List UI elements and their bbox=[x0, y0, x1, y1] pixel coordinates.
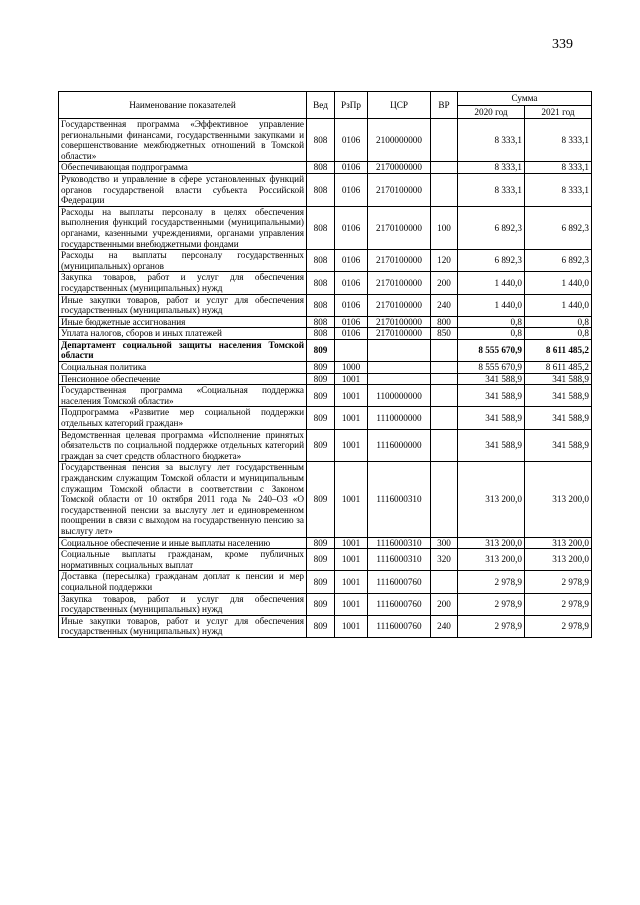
row-sum-2020: 6 892,3 bbox=[458, 206, 525, 249]
row-sum-2020: 313 200,0 bbox=[458, 462, 525, 537]
row-vr bbox=[431, 385, 458, 407]
table-row bbox=[59, 206, 592, 249]
row-sum-2021: 313 200,0 bbox=[525, 537, 592, 549]
row-sum-2020: 2 978,9 bbox=[458, 615, 525, 637]
row-rzpr: 0106 bbox=[335, 173, 368, 206]
row-vr bbox=[431, 373, 458, 385]
table-row bbox=[59, 593, 592, 615]
row-ved: 808 bbox=[307, 250, 335, 272]
row-sum-2020: 8 555 670,9 bbox=[458, 362, 525, 374]
row-name: Социальное обеспечение и иные выплаты населению bbox=[59, 537, 307, 549]
row-vr bbox=[431, 173, 458, 206]
row-rzpr: 0106 bbox=[335, 328, 368, 340]
row-sum-2021: 8 333,1 bbox=[525, 173, 592, 206]
row-sum-2021: 313 200,0 bbox=[525, 549, 592, 571]
row-sum-2021: 8 333,1 bbox=[525, 162, 592, 174]
row-name: Уплата налогов, сборов и иных платежей bbox=[59, 328, 307, 340]
row-csr: 2170100000 bbox=[368, 316, 431, 328]
table-row bbox=[59, 615, 592, 637]
row-csr: 1116000760 bbox=[368, 593, 431, 615]
row-rzpr: 1001 bbox=[335, 407, 368, 429]
table-row bbox=[59, 549, 592, 571]
row-sum-2021: 341 588,9 bbox=[525, 407, 592, 429]
budget-table bbox=[58, 91, 592, 638]
row-csr: 2100000000 bbox=[368, 119, 431, 162]
row-name: Доставка (пересылка) гражданам доплат к пенсии и мер социальной поддержки bbox=[59, 571, 307, 593]
page-number: 339 bbox=[552, 37, 573, 52]
row-sum-2020: 8 555 670,9 bbox=[458, 339, 525, 361]
row-csr: 1116000310 bbox=[368, 549, 431, 571]
row-sum-2021: 8 333,1 bbox=[525, 119, 592, 162]
row-vr: 240 bbox=[431, 615, 458, 637]
row-name: Обеспечивающая подпрограмма bbox=[59, 162, 307, 174]
row-ved: 809 bbox=[307, 537, 335, 549]
row-sum-2020: 6 892,3 bbox=[458, 250, 525, 272]
row-rzpr: 0106 bbox=[335, 119, 368, 162]
row-sum-2020: 341 588,9 bbox=[458, 373, 525, 385]
row-ved: 808 bbox=[307, 173, 335, 206]
row-sum-2020: 1 440,0 bbox=[458, 294, 525, 316]
row-csr: 1116000760 bbox=[368, 571, 431, 593]
table-row bbox=[59, 339, 592, 361]
row-csr: 2170100000 bbox=[368, 272, 431, 294]
row-vr bbox=[431, 119, 458, 162]
row-name: Государственная пенсия за выслугу лет государственным гражданским служащим Томской области и муниципальным служащим Томской области в соответствии с Законом Томской области от 10 октября 2011 года № 240–ОЗ «О государственной пенсии за выслугу лет и единовременном поощрении в связи с выходом на государственную пенсию за выслугу лет» bbox=[59, 462, 307, 537]
row-csr: 1100000000 bbox=[368, 385, 431, 407]
row-vr bbox=[431, 362, 458, 374]
table-row bbox=[59, 571, 592, 593]
row-sum-2021: 6 892,3 bbox=[525, 206, 592, 249]
row-name: Подпрограмма «Развитие мер социальной поддержки отдельных категорий граждан» bbox=[59, 407, 307, 429]
row-sum-2020: 8 333,1 bbox=[458, 162, 525, 174]
row-vr: 800 bbox=[431, 316, 458, 328]
row-rzpr: 0106 bbox=[335, 250, 368, 272]
row-sum-2020: 0,8 bbox=[458, 316, 525, 328]
row-csr: 2170100000 bbox=[368, 250, 431, 272]
row-ved: 809 bbox=[307, 593, 335, 615]
row-rzpr: 0106 bbox=[335, 316, 368, 328]
table-row bbox=[59, 272, 592, 294]
row-csr: 1116000310 bbox=[368, 462, 431, 537]
header-year-2021: 2021 год bbox=[525, 106, 592, 119]
row-sum-2021: 1 440,0 bbox=[525, 272, 592, 294]
row-rzpr: 1001 bbox=[335, 549, 368, 571]
row-ved: 808 bbox=[307, 328, 335, 340]
row-rzpr: 1000 bbox=[335, 362, 368, 374]
table-row bbox=[59, 316, 592, 328]
row-name: Иные закупки товаров, работ и услуг для обеспечения государственных (муниципальных) нужд bbox=[59, 615, 307, 637]
row-sum-2020: 341 588,9 bbox=[458, 429, 525, 462]
row-ved: 809 bbox=[307, 615, 335, 637]
row-name: Социальная политика bbox=[59, 362, 307, 374]
row-sum-2020: 313 200,0 bbox=[458, 537, 525, 549]
row-csr: 1116000310 bbox=[368, 537, 431, 549]
row-name: Социальные выплаты гражданам, кроме публичных нормативных социальных выплат bbox=[59, 549, 307, 571]
row-rzpr: 1001 bbox=[335, 385, 368, 407]
row-name: Ведомственная целевая программа «Исполнение принятых обязательств по социальной поддержке отдельных категорий граждан за счет средств областного бюджета» bbox=[59, 429, 307, 462]
row-ved: 809 bbox=[307, 362, 335, 374]
row-vr bbox=[431, 429, 458, 462]
table-row bbox=[59, 537, 592, 549]
row-ved: 808 bbox=[307, 119, 335, 162]
row-sum-2020: 2 978,9 bbox=[458, 571, 525, 593]
row-csr: 2170100000 bbox=[368, 328, 431, 340]
table-row bbox=[59, 407, 592, 429]
row-name: Расходы на выплаты персоналу в целях обеспечения выполнения функций государственными (муниципальными) органами, казенными учреждениями, органами управления государственными внебюджетными фондами bbox=[59, 206, 307, 249]
row-rzpr: 1001 bbox=[335, 537, 368, 549]
header-ved: Вед bbox=[307, 92, 335, 119]
header-sum: Сумма bbox=[458, 92, 592, 106]
table-row bbox=[59, 373, 592, 385]
row-csr: 1116000760 bbox=[368, 615, 431, 637]
table-row bbox=[59, 462, 592, 537]
row-ved: 809 bbox=[307, 429, 335, 462]
row-csr: 2170000000 bbox=[368, 162, 431, 174]
row-vr bbox=[431, 407, 458, 429]
row-ved: 809 bbox=[307, 339, 335, 361]
table-row bbox=[59, 250, 592, 272]
row-name: Государственная программа «Эффективное управление региональными финансами, государственными закупками и совершенствование межбюджетных отношений в Томской области» bbox=[59, 119, 307, 162]
row-vr: 200 bbox=[431, 593, 458, 615]
row-sum-2021: 0,8 bbox=[525, 316, 592, 328]
row-sum-2020: 8 333,1 bbox=[458, 173, 525, 206]
row-sum-2021: 341 588,9 bbox=[525, 385, 592, 407]
row-sum-2020: 341 588,9 bbox=[458, 407, 525, 429]
row-ved: 808 bbox=[307, 316, 335, 328]
row-sum-2021: 1 440,0 bbox=[525, 294, 592, 316]
row-name: Закупка товаров, работ и услуг для обеспечения государственных (муниципальных) нужд bbox=[59, 593, 307, 615]
row-vr bbox=[431, 462, 458, 537]
row-rzpr: 0106 bbox=[335, 162, 368, 174]
row-vr: 200 bbox=[431, 272, 458, 294]
row-sum-2020: 8 333,1 bbox=[458, 119, 525, 162]
row-csr bbox=[368, 373, 431, 385]
row-rzpr: 1001 bbox=[335, 373, 368, 385]
table-body bbox=[59, 119, 592, 638]
row-vr: 120 bbox=[431, 250, 458, 272]
table-row bbox=[59, 429, 592, 462]
table-row bbox=[59, 362, 592, 374]
row-vr: 850 bbox=[431, 328, 458, 340]
row-vr: 320 bbox=[431, 549, 458, 571]
row-sum-2021: 6 892,3 bbox=[525, 250, 592, 272]
row-rzpr: 1001 bbox=[335, 615, 368, 637]
row-vr bbox=[431, 571, 458, 593]
row-csr: 2170100000 bbox=[368, 206, 431, 249]
row-rzpr: 0106 bbox=[335, 272, 368, 294]
row-csr: 2170100000 bbox=[368, 294, 431, 316]
row-sum-2020: 2 978,9 bbox=[458, 593, 525, 615]
row-name: Руководство и управление в сфере установленных функций органов государственой власти субъекта Российской Федерации bbox=[59, 173, 307, 206]
row-ved: 809 bbox=[307, 571, 335, 593]
row-rzpr: 1001 bbox=[335, 429, 368, 462]
row-csr bbox=[368, 362, 431, 374]
header-name: Наименование показателей bbox=[59, 92, 307, 119]
row-vr bbox=[431, 339, 458, 361]
row-name: Департамент социальной защиты населения Томской области bbox=[59, 339, 307, 361]
row-ved: 809 bbox=[307, 462, 335, 537]
table-row bbox=[59, 162, 592, 174]
row-vr: 240 bbox=[431, 294, 458, 316]
row-rzpr: 0106 bbox=[335, 206, 368, 249]
row-csr: 2170100000 bbox=[368, 173, 431, 206]
row-name: Государственная программа «Социальная поддержка населения Томской области» bbox=[59, 385, 307, 407]
row-name: Пенсионное обеспечение bbox=[59, 373, 307, 385]
row-rzpr: 1001 bbox=[335, 462, 368, 537]
row-sum-2021: 2 978,9 bbox=[525, 571, 592, 593]
row-csr bbox=[368, 339, 431, 361]
row-sum-2020: 313 200,0 bbox=[458, 549, 525, 571]
row-ved: 809 bbox=[307, 549, 335, 571]
table-row bbox=[59, 328, 592, 340]
row-sum-2020: 1 440,0 bbox=[458, 272, 525, 294]
row-vr bbox=[431, 162, 458, 174]
row-csr: 1110000000 bbox=[368, 407, 431, 429]
header-year-2020: 2020 год bbox=[458, 106, 525, 119]
row-csr: 1116000000 bbox=[368, 429, 431, 462]
row-ved: 809 bbox=[307, 407, 335, 429]
row-rzpr: 1001 bbox=[335, 571, 368, 593]
row-sum-2020: 0,8 bbox=[458, 328, 525, 340]
row-rzpr: 1001 bbox=[335, 593, 368, 615]
row-ved: 808 bbox=[307, 272, 335, 294]
row-vr: 100 bbox=[431, 206, 458, 249]
row-sum-2021: 8 611 485,2 bbox=[525, 362, 592, 374]
row-sum-2021: 341 588,9 bbox=[525, 429, 592, 462]
row-rzpr: 0106 bbox=[335, 294, 368, 316]
row-sum-2021: 2 978,9 bbox=[525, 593, 592, 615]
row-rzpr bbox=[335, 339, 368, 361]
row-ved: 809 bbox=[307, 373, 335, 385]
row-name: Иные закупки товаров, работ и услуг для обеспечения государственных (муниципальных) нужд bbox=[59, 294, 307, 316]
row-name: Иные бюджетные ассигнования bbox=[59, 316, 307, 328]
row-sum-2021: 2 978,9 bbox=[525, 615, 592, 637]
table-row bbox=[59, 119, 592, 162]
row-sum-2021: 0,8 bbox=[525, 328, 592, 340]
row-sum-2021: 8 611 485,2 bbox=[525, 339, 592, 361]
row-sum-2020: 341 588,9 bbox=[458, 385, 525, 407]
row-name: Расходы на выплаты персоналу государственных (муниципальных) органов bbox=[59, 250, 307, 272]
row-ved: 808 bbox=[307, 162, 335, 174]
row-ved: 808 bbox=[307, 294, 335, 316]
row-sum-2021: 313 200,0 bbox=[525, 462, 592, 537]
table-row bbox=[59, 294, 592, 316]
table-row bbox=[59, 173, 592, 206]
table-row bbox=[59, 385, 592, 407]
row-sum-2021: 341 588,9 bbox=[525, 373, 592, 385]
row-ved: 808 bbox=[307, 206, 335, 249]
row-ved: 809 bbox=[307, 385, 335, 407]
header-rzpr: РзПр bbox=[335, 92, 368, 119]
header-vr: ВР bbox=[431, 92, 458, 119]
row-vr: 300 bbox=[431, 537, 458, 549]
row-name: Закупка товаров, работ и услуг для обеспечения государственных (муниципальных) нужд bbox=[59, 272, 307, 294]
header-csr: ЦСР bbox=[368, 92, 431, 119]
